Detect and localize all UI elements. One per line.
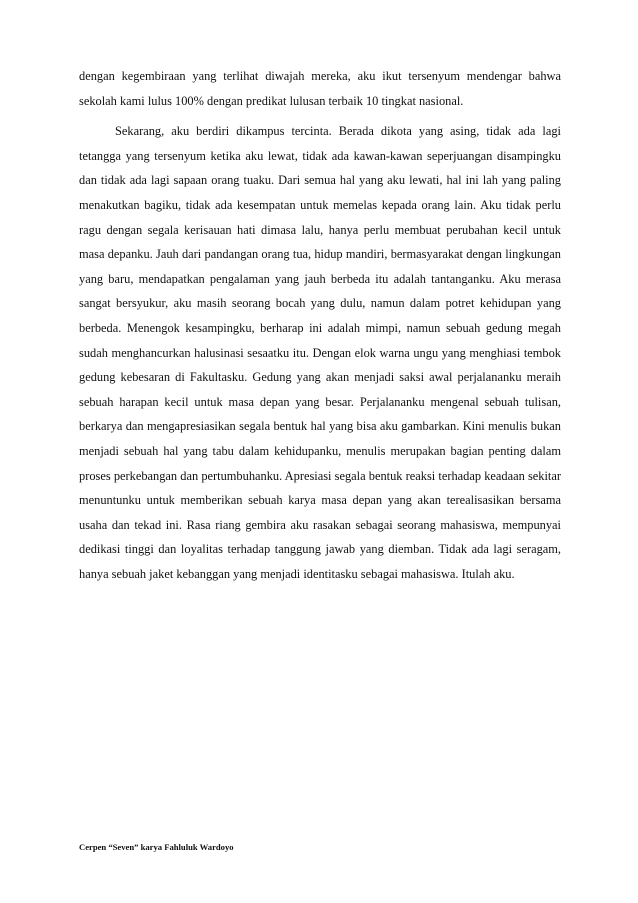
paragraph-2: Sekarang, aku berdiri dikampus tercinta. Berada dikota yang asing, tidak ada lagi tetangga yang tersenyum ketika aku lewat, tidak ada kawan-kawan seperjuangan disampingku dan tidak ada lagi sapaan orang tuaku. Dari semua hal yang aku lewati, hal ini lah yang paling menakutkan bagiku, tidak ada kesempatan untuk memelas kepada orang lain. Aku tidak perlu ragu dengan segala kerisauan hati dimasa lalu, hanya perlu membuat perubahan kecil untuk masa depanku. Jauh dari pandangan orang tua, hidup mandiri, bermasyarakat dengan lingkungan yang baru, mendapatkan pengalaman yang jauh berbeda itu adalah tantanganku. Aku merasa sangat bersyukur, aku masih seorang bocah yang dulu, namun dalam potret kehidupan yang berbeda. Menengok kesampingku, berharap ini adalah mimpi, namun sebuah gedung megah sudah menghancurkan halusinasi sesaatku itu. Dengan elok warna ungu yang menghiasi tembok gedung kebesaran di Fakultasku. Gedung yang akan menjadi saksi awal perjalananku meraih sebuah harapan kecil untuk masa depan yang besar. Perjalananku mengenal sebuah tulisan, berkarya dan mengapresiasikan segala bentuk hal yang bisa aku gambarkan. Kini menulis bukan menjadi sebuah hal yang tabu dalam kehidupanku, menulis merupakan bagian penting dalam proses perkebangan dan pertumbuhanku. Apresiasi segala bentuk reaksi terhadap keadaan sekitar menuntunku untuk memberikan sebuah karya masa depan yang akan terealisasikan bersama usaha dan tekad ini. Rasa riang gembira aku rasakan sebagai seorang mahasiswa, mempunyai dedikasi tinggi dan loyalitas terhadap tanggung jawab yang diemban. Tidak ada lagi seragam, hanya sebuah jaket kebanggan yang menjadi identitasku sebagai mahasiswa. Itulah aku. bbox=[79, 124, 561, 581]
paragraph-1: dengan kegembiraan yang terlihat diwajah mereka, aku ikut tersenyum mendengar bahwa sekolah kami lulus 100% dengan predikat lulusan terbaik 10 tingkat nasional. bbox=[79, 69, 561, 108]
story-body bbox=[79, 64, 561, 586]
page-footer: Cerpen “Seven” karya Fahluluk Wardoyo bbox=[79, 842, 234, 852]
